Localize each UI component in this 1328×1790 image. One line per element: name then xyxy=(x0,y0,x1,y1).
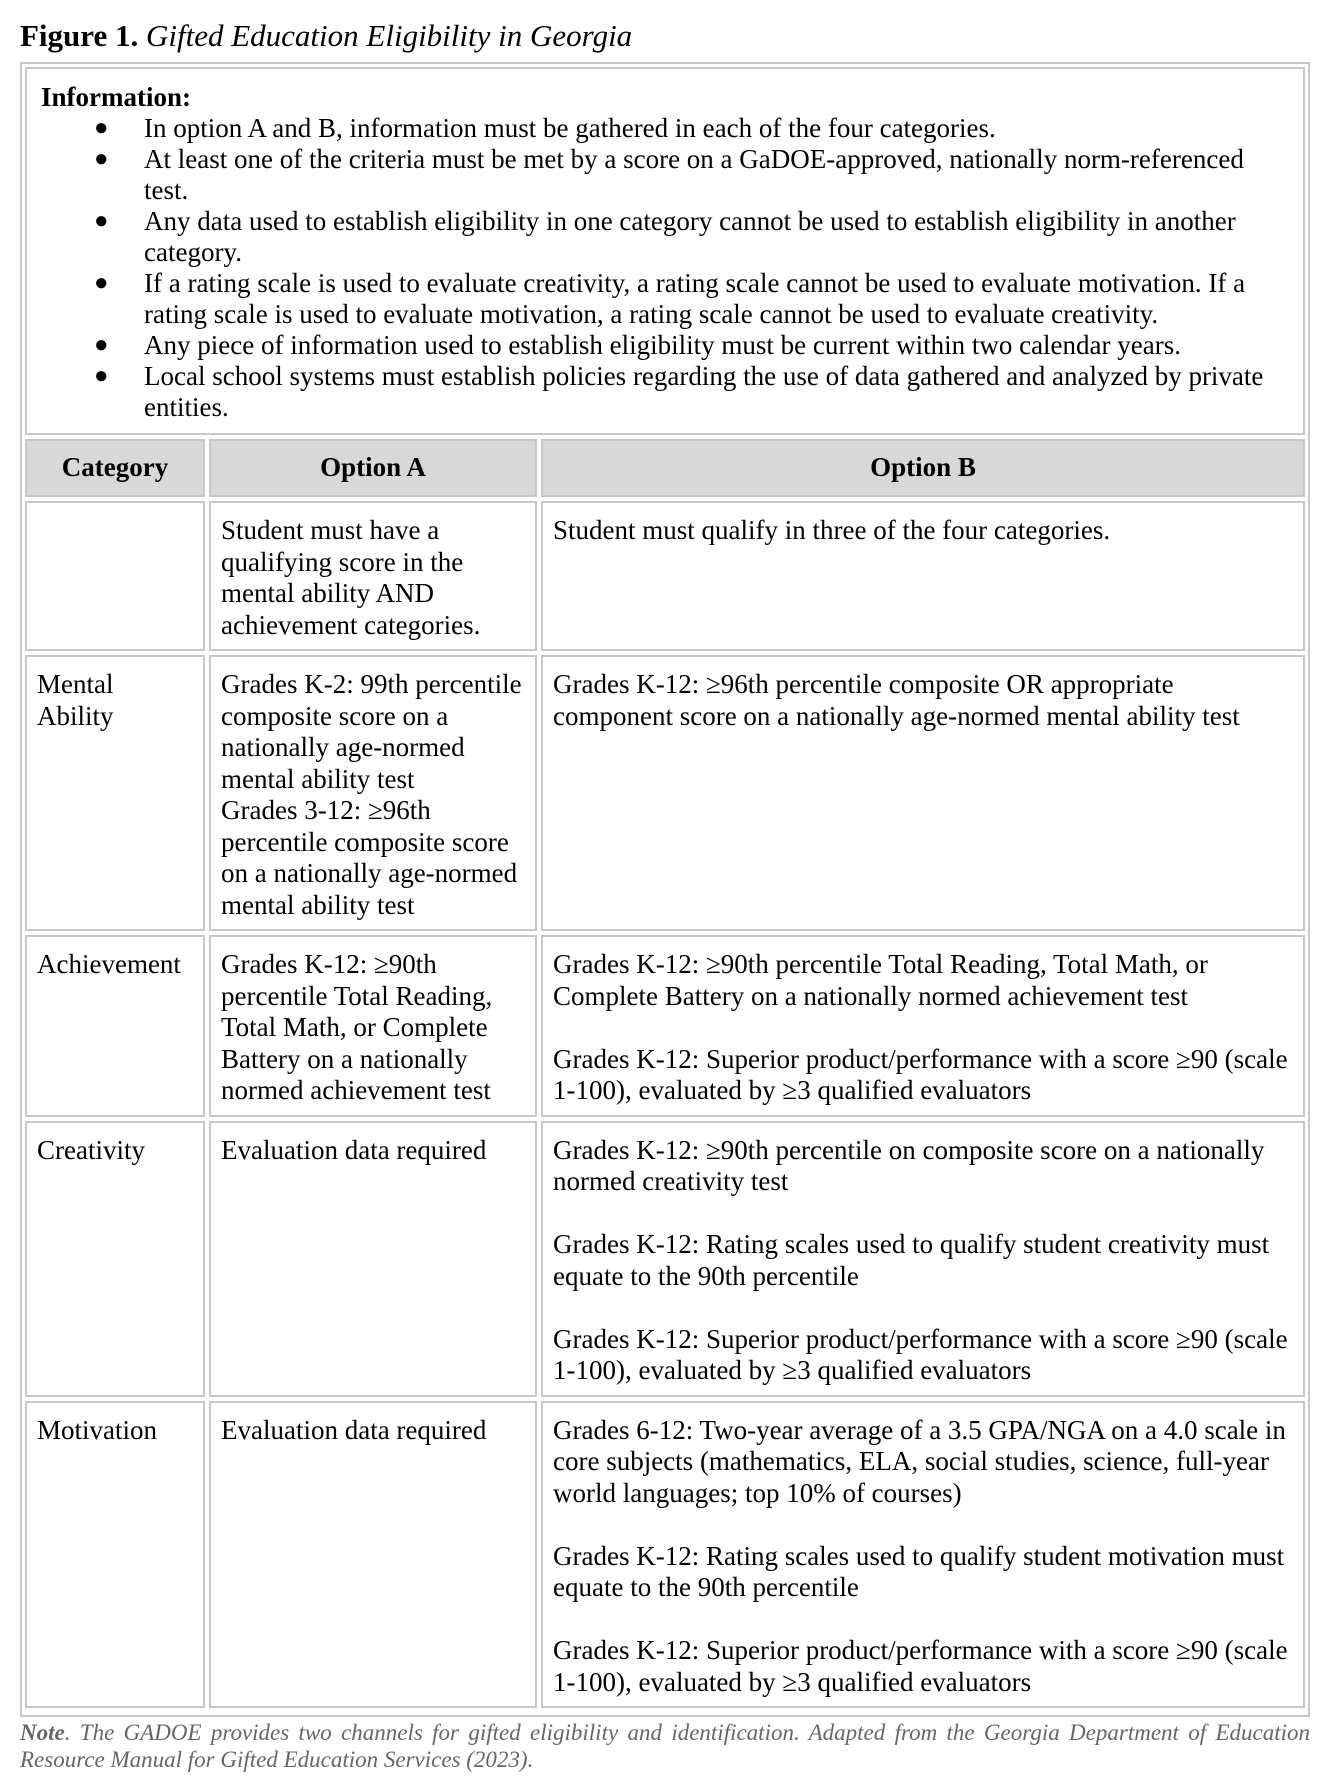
table-row-creativity xyxy=(25,1121,1305,1397)
option-a-cell xyxy=(209,935,537,1117)
intro-option-a-cell: Student must have a qualifying score in the mental ability AND achievement categories. xyxy=(209,501,537,651)
header-category: Category xyxy=(25,439,205,497)
information-heading: Information: xyxy=(41,82,191,112)
criterion-text: Grades K-12: Rating scales used to qualify student motivation must equate to the 90th percentile xyxy=(553,1540,1285,1602)
table-row-intro xyxy=(25,501,1305,651)
information-bullet-text: Any data used to establish eligibility in one category cannot be used to establish eligibility in another category. xyxy=(144,206,1236,267)
figure-frame xyxy=(20,62,1310,1717)
information-bullet-text: In option A and B, information must be gathered in each of the four categories. xyxy=(144,113,996,143)
option-b-cell xyxy=(541,655,1305,931)
intro-category-cell xyxy=(25,501,205,651)
figure-name: Gifted Education Eligibility in Georgia xyxy=(146,18,633,53)
information-bullet xyxy=(41,268,1289,330)
criterion-text: Grades K-12: Superior product/performance with a score ≥90 (scale 1-100), evaluated by ≥3 qualified evaluators xyxy=(553,1635,1288,1697)
bullet-icon: ● xyxy=(94,208,109,234)
criterion-text: Grades K-12: ≥90th percentile Total Reading, Total Math, or Complete Battery on a nationally normed achievement test xyxy=(221,949,493,1105)
note-label: Note xyxy=(20,1720,65,1745)
criterion-text: Grades K-12: Superior product/performance with a score ≥90 (scale 1-100), evaluated by ≥3 qualified evaluators xyxy=(553,1043,1288,1105)
criterion-text: Grades 6-12: Two-year average of a 3.5 GPA/NGA on a 4.0 scale in core subjects (mathematics, ELA, social studies, science, full-year world languages; top 10% of courses) xyxy=(553,1414,1286,1508)
option-a-cell xyxy=(209,1121,537,1397)
eligibility-table xyxy=(21,435,1309,1712)
criterion-text: Grades K-12: ≥90th percentile Total Reading, Total Math, or Complete Battery on a nationally normed achievement test xyxy=(553,949,1208,1011)
category-cell: Achievement xyxy=(25,935,205,1117)
information-bullet-text: Local school systems must establish policies regarding the use of data gathered and analyzed by private entities. xyxy=(144,361,1264,422)
bullet-icon: ● xyxy=(94,146,109,172)
bullet-icon: ● xyxy=(94,270,109,296)
figure-note xyxy=(20,1719,1310,1773)
header-option-a: Option A xyxy=(209,439,537,497)
criterion-text: Evaluation data required xyxy=(221,1414,487,1445)
information-bullet xyxy=(41,113,1289,144)
information-bullet-text: At least one of the criteria must be met by a score on a GaDOE-approved, nationally norm-referenced test. xyxy=(144,144,1244,205)
intro-option-b-cell: Student must qualify in three of the four categories. xyxy=(541,501,1305,651)
option-b-cell xyxy=(541,1401,1305,1709)
category-cell: Creativity xyxy=(25,1121,205,1397)
header-option-b: Option B xyxy=(541,439,1305,497)
option-a-cell xyxy=(209,655,537,931)
information-bullet-text: If a rating scale is used to evaluate creativity, a rating scale cannot be used to evaluate motivation. If a rating scale is used to evaluate motivation, a rating scale cannot be used to evaluate creativity. xyxy=(144,268,1246,329)
criterion-text: Grades 3-12: ≥96th percentile composite score on a nationally age-normed mental ability test xyxy=(221,795,518,920)
criterion-text: Grades K-2: 99th percentile composite score on a nationally age-normed mental ability test xyxy=(221,669,522,794)
bullet-icon: ● xyxy=(94,363,109,389)
information-list xyxy=(41,113,1289,423)
table-row-achievement xyxy=(25,935,1305,1117)
option-b-cell xyxy=(541,935,1305,1117)
option-a-cell xyxy=(209,1401,537,1709)
information-bullet xyxy=(41,144,1289,206)
criterion-text: Grades K-12: ≥96th percentile composite OR appropriate component score on a nationally age-normed mental ability test xyxy=(553,669,1240,731)
information-bullet-text: Any piece of information used to establish eligibility must be current within two calendar years. xyxy=(144,330,1181,360)
figure-number: Figure 1. xyxy=(20,18,139,53)
information-box xyxy=(25,67,1305,435)
bullet-icon: ● xyxy=(94,115,109,141)
table-row-motivation xyxy=(25,1401,1305,1709)
table-row-mental-ability xyxy=(25,655,1305,931)
note-text: . The GADOE provides two channels for gifted eligibility and identification. Adapted from the Georgia Department of Education Resource Manual for Gifted Education Services (2023). xyxy=(20,1720,1310,1772)
information-bullet xyxy=(41,361,1289,423)
information-bullet xyxy=(41,330,1289,361)
information-bullet xyxy=(41,206,1289,268)
criterion-text: Grades K-12: Superior product/performance with a score ≥90 (scale 1-100), evaluated by ≥3 qualified evaluators xyxy=(553,1323,1288,1385)
criterion-text: Evaluation data required xyxy=(221,1134,487,1165)
category-cell: Mental Ability xyxy=(25,655,205,931)
bullet-icon: ● xyxy=(94,332,109,358)
option-b-cell xyxy=(541,1121,1305,1397)
figure-title xyxy=(20,14,1308,58)
category-cell: Motivation xyxy=(25,1401,205,1709)
criterion-text: Grades K-12: ≥90th percentile on composite score on a nationally normed creativity test xyxy=(553,1134,1265,1196)
criterion-text: Grades K-12: Rating scales used to qualify student creativity must equate to the 90th percentile xyxy=(553,1229,1270,1291)
table-header-row xyxy=(25,439,1305,497)
